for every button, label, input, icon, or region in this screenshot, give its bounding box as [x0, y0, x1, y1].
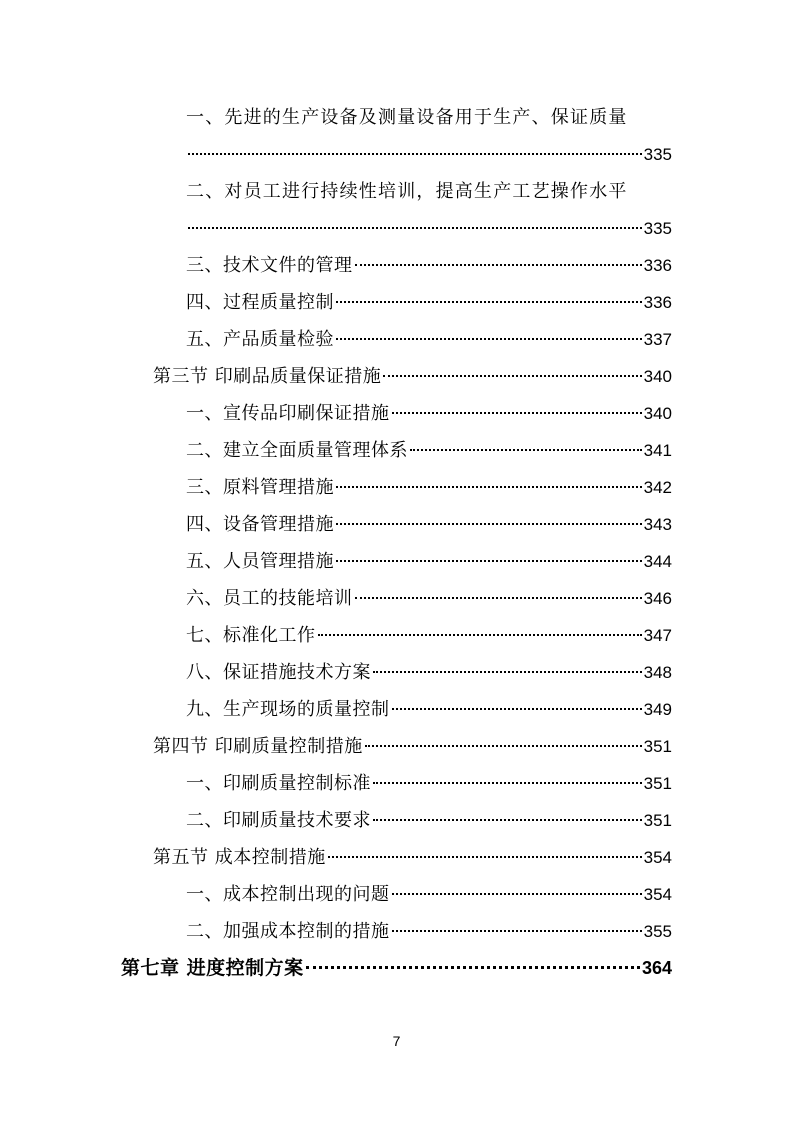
toc-page-number: 354	[643, 848, 672, 867]
toc-entry-title: 八、保证措施技术方案	[186, 662, 371, 683]
toc-page-number: 351	[643, 811, 672, 830]
toc-entry[interactable]	[0, 654, 793, 691]
toc-entry[interactable]	[0, 469, 793, 506]
leader-dots	[328, 856, 642, 858]
leader-dots	[373, 671, 642, 673]
toc-entry-title: 五、人员管理措施	[186, 551, 334, 572]
toc-entry[interactable]	[0, 691, 793, 728]
leader-dots	[318, 634, 642, 636]
toc-entry-title: 六、员工的技能培训	[186, 588, 353, 609]
toc-page-number: 336	[643, 256, 672, 275]
leader-dots	[392, 412, 642, 414]
page-footer-number: 7	[392, 1033, 401, 1049]
toc-entry-title: 第四节 印刷质量控制措施	[153, 736, 363, 757]
leader-dots	[336, 301, 642, 303]
toc-entry[interactable]	[0, 765, 793, 802]
leader-dots	[383, 375, 641, 377]
toc-page-number: 364	[641, 958, 672, 978]
leader-dots	[336, 486, 642, 488]
toc-entry-title: 九、生产现场的质量控制	[186, 699, 390, 720]
leader-dots	[410, 449, 642, 451]
leader-dots	[306, 966, 640, 969]
toc-section-entry[interactable]	[0, 728, 793, 765]
leader-dots	[336, 338, 642, 340]
toc-entry-title: 五、产品质量检验	[186, 329, 334, 350]
leader-dots	[392, 893, 642, 895]
toc-page-number: 344	[643, 552, 672, 571]
toc-entry-title: 二、印刷质量技术要求	[186, 810, 371, 831]
toc-section-entry[interactable]	[0, 358, 793, 395]
toc-section-entry[interactable]	[0, 839, 793, 876]
toc-page-number: 337	[643, 330, 672, 349]
toc-page-number: 348	[643, 663, 672, 682]
toc-entry[interactable]	[0, 506, 793, 543]
toc-entry[interactable]	[0, 395, 793, 432]
leader-dots	[365, 745, 642, 747]
toc-page-number: 335	[643, 219, 672, 238]
toc-page-number: 341	[643, 441, 672, 460]
leader-dots	[188, 153, 642, 155]
toc-entry-title: 第七章 进度控制方案	[121, 957, 304, 979]
toc-entry[interactable]	[0, 580, 793, 617]
leader-dots	[373, 782, 642, 784]
toc-entry[interactable]	[0, 617, 793, 654]
toc-page-number: 336	[643, 293, 672, 312]
toc-entry-title: 一、宣传品印刷保证措施	[186, 403, 390, 424]
toc-entry[interactable]	[0, 913, 793, 950]
toc-entry[interactable]	[0, 284, 793, 321]
toc-entry-title-wrapped[interactable]: 二、对员工进行持续性培训，提高生产工艺操作水平	[186, 181, 628, 202]
toc-entry[interactable]	[0, 802, 793, 839]
toc-page-number: 349	[643, 700, 672, 719]
toc-entry-title: 一、印刷质量控制标准	[186, 773, 371, 794]
toc-page-number: 354	[643, 885, 672, 904]
toc-page-number: 351	[643, 737, 672, 756]
toc-entry-title: 二、建立全面质量管理体系	[186, 440, 408, 461]
toc-entry-title: 四、设备管理措施	[186, 514, 334, 535]
toc-entry[interactable]	[0, 543, 793, 580]
toc-page-number: 340	[643, 404, 672, 423]
toc-entry-title: 四、过程质量控制	[186, 292, 334, 313]
toc-entry-title-wrapped[interactable]: 一、先进的生产设备及测量设备用于生产、保证质量	[186, 107, 628, 128]
leader-dots	[355, 597, 642, 599]
leader-dots	[373, 819, 642, 821]
toc-page-number: 340	[643, 367, 672, 386]
toc-entry-title: 第三节 印刷品质量保证措施	[153, 366, 382, 387]
toc-entry[interactable]	[0, 247, 793, 284]
toc-entry-title: 一、成本控制出现的问题	[186, 884, 390, 905]
toc-page-number: 335	[643, 145, 672, 164]
toc-page-number: 343	[643, 515, 672, 534]
toc-entry[interactable]	[0, 876, 793, 913]
toc-entry-title: 二、加强成本控制的措施	[186, 921, 390, 942]
leader-dots	[392, 930, 642, 932]
toc-page-number: 355	[643, 922, 672, 941]
leader-dots	[392, 708, 642, 710]
toc-entry-title: 七、标准化工作	[186, 625, 316, 646]
leader-dots	[336, 560, 642, 562]
toc-entry-title: 第五节 成本控制措施	[153, 847, 326, 868]
toc-entry[interactable]	[0, 321, 793, 358]
toc-page-number: 347	[643, 626, 672, 645]
toc-page-number: 342	[643, 478, 672, 497]
toc-entry-title: 三、技术文件的管理	[186, 255, 353, 276]
toc-entry-title: 三、原料管理措施	[186, 477, 334, 498]
toc-chapter-entry[interactable]	[0, 950, 793, 987]
leader-dots	[355, 264, 642, 266]
leader-dots	[188, 227, 642, 229]
leader-dots	[336, 523, 642, 525]
toc-page-number: 351	[643, 774, 672, 793]
toc-page-number: 346	[643, 589, 672, 608]
toc-entry-continuation[interactable]	[0, 210, 793, 247]
toc-entry-continuation[interactable]	[0, 136, 793, 173]
toc-entry[interactable]	[0, 432, 793, 469]
